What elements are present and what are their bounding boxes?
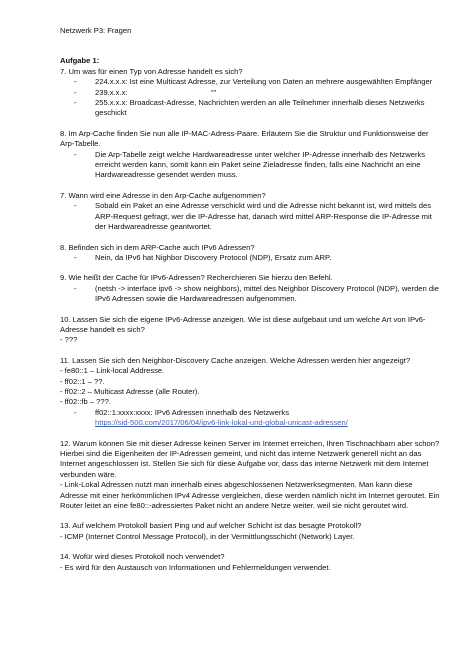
answer-7b: - Sobald ein Paket an eine Adresse verschickt wird und die Adresse nicht bekannt ist, wird mittels des ARP-Request gefragt, wer die IP-Adresse hat, danach wird mittel ARP-Response die IP-Adresse mit der Hardwareadresse geantwortet. — [74, 201, 442, 232]
answer-8b: - Nein, da IPv6 hat Nighbor Discovery Protocol (NDP), Ersatz zum ARP. — [74, 253, 442, 263]
answer-10: - ??? — [60, 335, 78, 345]
answer-8: - Die Arp-Tabelle zeigt welche Hardwareadresse unter welcher IP-Adresse innerhalb des Netzwerks erreicht werden kann, somit kann ein Paket seine Zieladresse finden, falls eine Nachricht an eine Hardwareadresse gesendet werden muss. — [74, 150, 442, 181]
answer-11-line-1: - fe80::1 – Link-local Addresse. — [60, 366, 165, 376]
answer-11-sub-text: ff02::1:xxxx:xxxx: IPv6 Adressen innerhalb des Netzwerks — [95, 407, 290, 417]
answer-9: - (netsh -> interface ipv6 -> show neighbors), mittel des Neighbor Discovery Protocol (NDP), werden die IPv6 Adressen sowie die Hardwareadressen aufgenommen. — [74, 284, 442, 305]
question-7b: 7. Wann wird eine Adresse in den Arp-Cache aufgenommen? — [60, 190, 266, 200]
answer-13: - ICMP (Internet Control Message Protocol), in der Vermittlungsschicht (Network) Layer. — [60, 531, 355, 541]
question-9: 9. Wie heißt der Cache für IPv6-Adressen? Recherchieren Sie hierzu den Befehl. — [60, 273, 333, 283]
question-8b: 8. Befinden sich in dem ARP-Cache auch IPv6 Adressen? — [60, 242, 255, 252]
question-11: 11. Lassen Sie sich den Neighbor-Discovery Cache anzeigen. Welche Adressen werden hier angezeigt? — [60, 355, 411, 365]
question-7: 7. Um was für einen Typ von Adresse handelt es sich? — [60, 66, 243, 76]
question-12: 12. Warum können Sie mit dieser Adresse keinen Server im Internet erreichen, Ihren Tischnachbarn aber schon? Hierbei sind die Eigenheiten der IP-Adressen gemeint, und nicht das interne Netzwerk generell nicht an das Internet angeschlossen ist. Stellen Sie sich für diese Aufgabe vor, dass das interne Netzwerk mit dem Internet verbunden wäre. — [60, 438, 440, 479]
answer-12: - Link-Lokal Adressen nutzt man innerhalb eines abgeschlossenen Netzwerksegmenten. Man kann diese Adresse mit einer herkömmlichen IPv4 Adresse vergleichen, diese werden nämlich nicht im Internet geroutet. Ein Router leitet an eine fe80::-adressiertes Paket nicht an andere Netze weiter. weil sie nicht geroutet wird. — [60, 480, 440, 511]
question-10: 10. Lassen Sie sich die eigene IPv6-Adresse anzeigen. Wie ist diese aufgebaut und um welche Art von IPv6-Adresse handelt es sich? — [60, 314, 426, 334]
section-title: Aufgabe 1: — [60, 56, 100, 66]
document-header: Netzwerk P3: Fragen — [60, 26, 132, 35]
answer-11-sub — [74, 408, 442, 429]
answer-7-239-label: 239.x.x.x: — [95, 87, 128, 97]
question-13: 13. Auf welchem Protokoll basiert Ping und auf welcher Schicht ist das besagte Protokoll? — [60, 521, 362, 531]
answer-11-line-4: - ff02::fb – ???. — [60, 397, 111, 407]
answer-11-line-3: - ff02::2 – Multicast Adresse (alle Router). — [60, 386, 200, 396]
answer-7-224: - 224.x.x.x: Ist eine Multicast Adresse, zur Verteilung von Daten an mehrere ausgewählten Empfänger — [74, 77, 442, 87]
question-8: 8. Im Arp-Cache finden Sie nun alle IP-MAC-Adress-Paare. Erläutern Sie die Struktur und Funktionsweise der Arp-Tabelle. — [60, 128, 429, 149]
answer-7-255: - 255.x.x.x: Broadcast-Adresse, Nachrichten werden an alle Teilnehmer innerhalb dieses Netzwerks geschickt — [74, 98, 442, 119]
answer-14: - Es wird für den Austausch von Informationen und Fehlermeldungen verwendet. — [60, 562, 331, 572]
question-14: 14. Wofür wird dieses Protokoll noch verwendet? — [60, 552, 225, 562]
reference-link[interactable]: https://sid-500.com/2017/06/04/ipv6-link-lokal-und-global-unicast-adressen/ — [95, 418, 348, 428]
answer-11-line-2: - ff02::1 – ??. — [60, 376, 105, 386]
answer-7-239-value: “” — [211, 87, 217, 97]
answer-7-239 — [74, 88, 442, 98]
